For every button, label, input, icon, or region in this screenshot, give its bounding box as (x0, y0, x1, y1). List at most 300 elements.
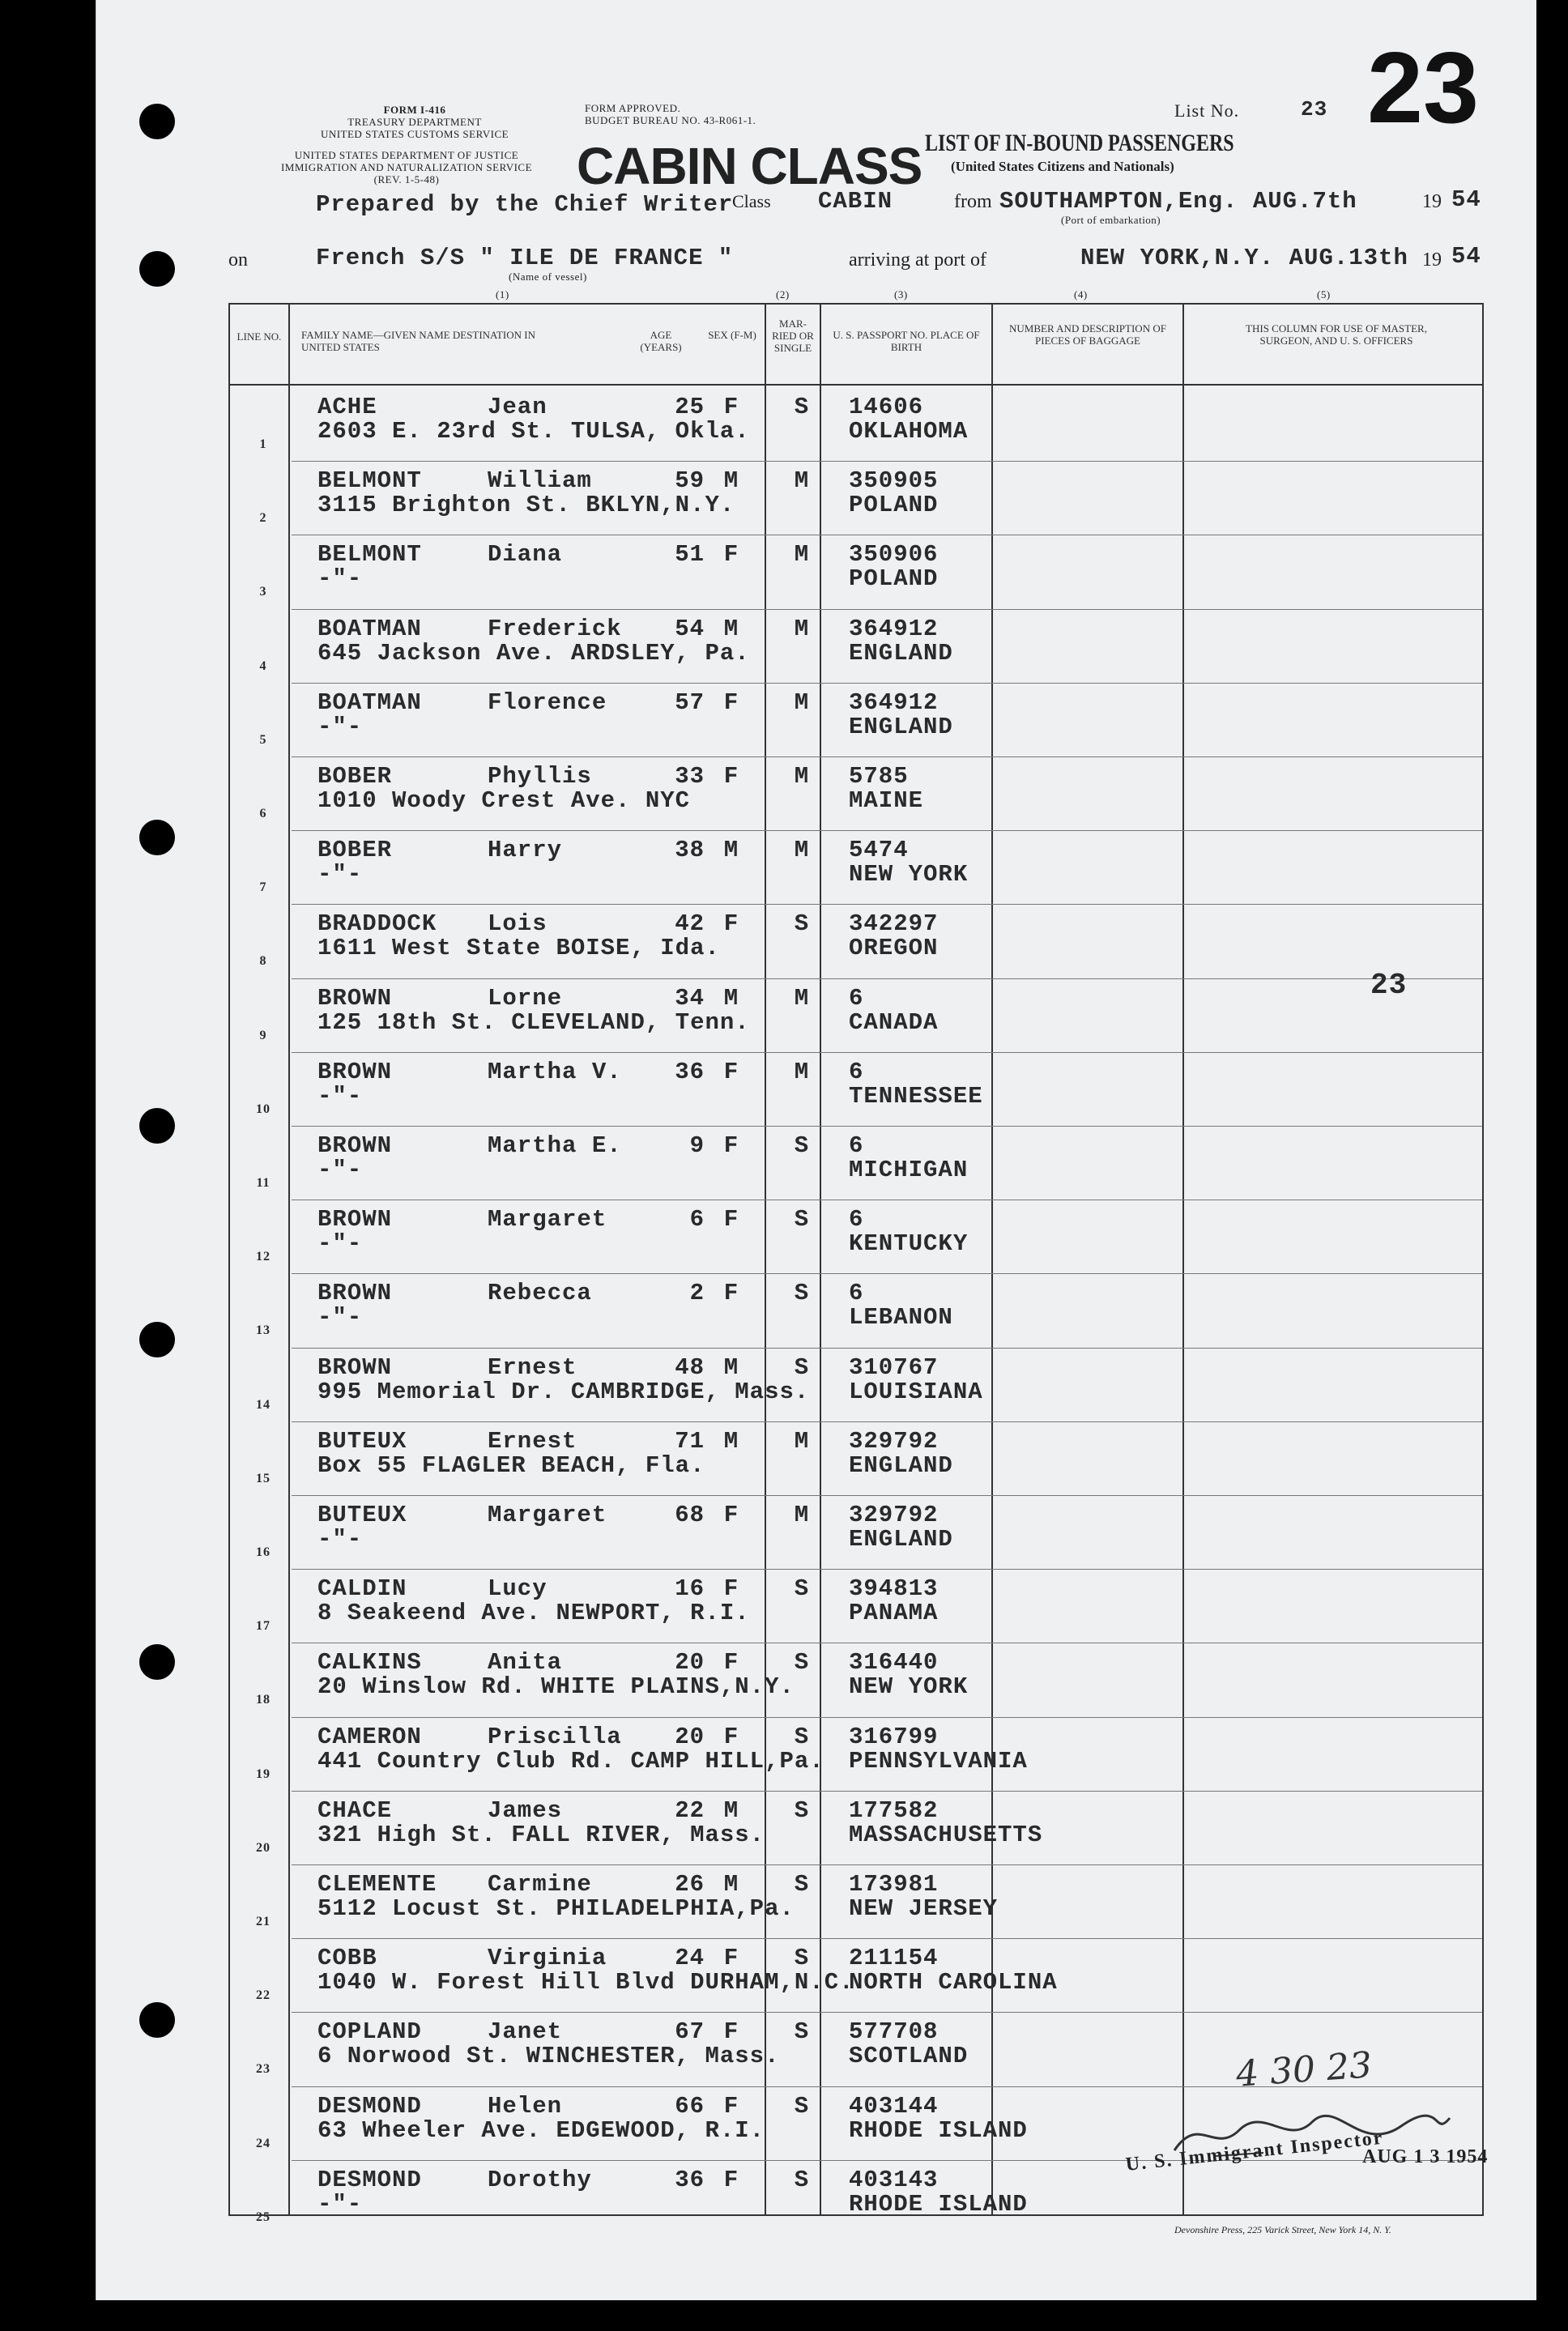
marital-status: S (794, 1280, 810, 1307)
destination-address: -"- (317, 1082, 363, 1110)
header-married: MAR-RIED OR SINGLE (772, 317, 814, 354)
marital-status: M (794, 467, 810, 495)
line-number: 19 (256, 1766, 271, 1781)
customs-label: UNITED STATES CUSTOMS SERVICE (320, 128, 509, 140)
sex-value: M (723, 1871, 739, 1898)
given-name: Janet (488, 2018, 563, 2046)
line-number: 12 (256, 1250, 271, 1264)
binder-hole (139, 251, 175, 287)
family-name: DESMOND (317, 2166, 422, 2193)
header-officers: THIS COLUMN FOR USE OF MASTER, SURGEON, AND U. S. OFFICERS (1246, 322, 1427, 347)
given-name: Lorne (488, 984, 563, 1012)
row-divider (292, 1052, 1482, 1053)
given-name: Carmine (488, 1871, 592, 1898)
passenger-row (227, 832, 1474, 906)
family-name: BRADDOCK (317, 910, 437, 938)
passenger-row (227, 1866, 1474, 1941)
line-number: 9 (259, 1028, 267, 1042)
sex-value: F (723, 2166, 739, 2193)
binder-hole (139, 1108, 175, 1144)
place-of-birth: ENGLAND (849, 1526, 953, 1553)
family-name: BROWN (317, 1206, 393, 1234)
line-number: 21 (256, 1915, 271, 1928)
destination-address: 5112 Locust St. PHILADELPHIA,Pa. (317, 1895, 795, 1922)
marital-status: M (794, 1427, 810, 1455)
family-name: BELMONT (317, 467, 422, 495)
sex-value: F (723, 1575, 739, 1603)
sex-value: F (723, 1649, 739, 1677)
family-name: COBB (317, 1945, 377, 1972)
line-number: 14 (256, 1397, 271, 1412)
passport-number: 342297 (849, 910, 939, 938)
age-value: 51 (675, 541, 705, 569)
passport-number: 329792 (849, 1502, 939, 1528)
passenger-row (227, 684, 1474, 759)
marital-status: S (794, 1575, 810, 1603)
place-of-birth: RHODE ISLAND (849, 2116, 1028, 2144)
destination-address: 645 Jackson Ave. ARDSLEY, Pa. (317, 639, 750, 667)
header-age: AGE (YEARS) (640, 329, 682, 353)
row-divider (292, 1495, 1482, 1496)
printer-credit: Devonshire Press, 225 Varick Street, New York 14, N. Y. (1174, 2224, 1391, 2235)
row-divider (292, 1864, 1482, 1865)
sex-value: M (723, 1796, 739, 1824)
sex-value: M (723, 467, 739, 495)
age-value: 66 (675, 2092, 705, 2120)
given-name: Harry (488, 837, 563, 864)
table-top-border (228, 303, 1482, 305)
from-year-prefix: 19 (1422, 191, 1442, 212)
row-divider (292, 756, 1482, 757)
row-divider (292, 830, 1482, 831)
place-of-birth: PANAMA (849, 1600, 939, 1627)
marital-status: S (794, 1649, 810, 1677)
passenger-row (227, 1497, 1474, 1571)
age-value: 59 (675, 467, 705, 495)
line-number: 20 (256, 1840, 271, 1855)
place-of-birth: OKLAHOMA (849, 418, 969, 445)
family-name: CAMERON (317, 1723, 422, 1750)
age-value: 22 (675, 1796, 705, 1824)
place-of-birth: SCOTLAND (849, 2043, 969, 2070)
row-divider (292, 904, 1482, 905)
family-name: BOATMAN (317, 615, 422, 642)
passport-number: 310767 (849, 1353, 939, 1381)
place-of-birth: LEBANON (849, 1304, 953, 1332)
list-no-value: 23 (1301, 97, 1328, 121)
list-no-label: List No. (1174, 100, 1240, 121)
marital-status: S (794, 1945, 810, 1972)
row-divider (292, 1717, 1482, 1718)
age-value: 57 (675, 688, 705, 716)
col-number-4: (4) (1074, 288, 1088, 300)
given-name: Anita (488, 1649, 563, 1677)
officer-column-number: 23 (1370, 969, 1408, 1002)
family-name: COPLAND (317, 2018, 422, 2046)
age-value: 24 (675, 1945, 705, 1972)
passport-number: 14606 (849, 394, 924, 420)
given-name: Diana (488, 541, 563, 569)
place-of-birth: OREGON (849, 935, 939, 962)
family-name: CHACE (317, 1796, 393, 1824)
family-name: BOBER (317, 837, 393, 864)
given-name: Phyllis (488, 763, 592, 790)
passenger-row (227, 462, 1474, 537)
header-name: FAMILY NAME—GIVEN NAME DESTINATION IN UNITED STATES (301, 329, 536, 353)
sex-value: F (723, 1280, 739, 1307)
passport-number: 403144 (849, 2092, 939, 2120)
place-of-birth: MASSACHUSETTS (849, 1821, 1043, 1848)
passport-number: 6 (849, 1132, 864, 1159)
family-name: CLEMENTE (317, 1871, 437, 1898)
destination-address: 1040 W. Forest Hill Blvd DURHAM,N.C. (317, 1969, 854, 1996)
destination-address: 8 Seakeend Ave. NEWPORT, R.I. (317, 1600, 750, 1627)
passenger-row (227, 1792, 1474, 1867)
col-number-1: (1) (496, 288, 509, 300)
prepared-by: Prepared by the Chief Writer (316, 191, 734, 218)
row-divider (292, 1791, 1482, 1792)
passport-number: 173981 (849, 1871, 939, 1898)
header-bottom-border (228, 384, 1482, 386)
destination-address: 2603 E. 23rd St. TULSA, Okla. (317, 418, 750, 445)
age-value: 34 (675, 984, 705, 1012)
age-value: 16 (675, 1575, 705, 1603)
from-year: 54 (1451, 186, 1481, 213)
cabin-class-stamp: CABIN CLASS (577, 137, 922, 195)
from-label: from (954, 191, 992, 212)
place-of-birth: PENNSYLVANIA (849, 1747, 1028, 1775)
given-name: Ernest (488, 1427, 577, 1455)
place-of-birth: NORTH CAROLINA (849, 1969, 1058, 1996)
age-value: 36 (675, 1058, 705, 1085)
age-value: 38 (675, 837, 705, 864)
line-number: 7 (259, 880, 267, 895)
family-name: BROWN (317, 1132, 393, 1159)
passport-number: 316440 (849, 1649, 939, 1677)
marital-status: S (794, 2092, 810, 2120)
age-value: 42 (675, 910, 705, 938)
place-of-birth: ENGLAND (849, 1451, 953, 1479)
line-number: 15 (256, 1471, 271, 1485)
approved-label: FORM APPROVED. (585, 102, 681, 114)
passport-number: 350905 (849, 467, 939, 495)
place-of-birth: MAINE (849, 787, 924, 814)
destination-address: 1010 Woody Crest Ave. NYC (317, 787, 691, 814)
destination-address: 63 Wheeler Ave. EDGEWOOD, R.I. (317, 2116, 765, 2144)
family-name: BUTEUX (317, 1502, 407, 1528)
sex-value: F (723, 1502, 739, 1528)
passport-number: 403143 (849, 2166, 939, 2193)
given-name: Virginia (488, 1945, 607, 1972)
treasury-label: TREASURY DEPARTMENT (347, 116, 482, 128)
given-name: James (488, 1796, 563, 1824)
line-number: 24 (256, 2136, 271, 2150)
class-value: CABIN (818, 188, 893, 215)
age-value: 6 (689, 1206, 705, 1234)
age-value: 26 (675, 1871, 705, 1898)
passenger-row (227, 758, 1474, 833)
col-number-2: (2) (776, 288, 790, 300)
sex-value: M (723, 1427, 739, 1455)
passenger-row (227, 1201, 1474, 1276)
row-divider (292, 683, 1482, 684)
passport-number: 316799 (849, 1723, 939, 1750)
given-name: Priscilla (488, 1723, 622, 1750)
marital-status: M (794, 763, 810, 790)
col-number-3: (3) (894, 288, 908, 300)
class-label: Class (732, 191, 771, 211)
destination-address: 995 Memorial Dr. CAMBRIDGE, Mass. (317, 1378, 810, 1405)
header-line-no: LINE NO. (236, 330, 282, 343)
given-name: Frederick (488, 615, 622, 642)
row-divider (292, 1569, 1482, 1570)
sex-value: F (723, 1058, 739, 1085)
passenger-row (227, 1570, 1474, 1645)
passenger-row (227, 1644, 1474, 1719)
passenger-row (227, 1127, 1474, 1202)
given-name: Martha E. (488, 1132, 622, 1159)
sex-value: F (723, 763, 739, 790)
marital-status: S (794, 1206, 810, 1234)
row-divider (292, 2012, 1482, 2013)
passport-number: 177582 (849, 1796, 939, 1824)
line-number: 4 (259, 658, 267, 673)
destination-address: -"- (317, 861, 363, 889)
list-subtitle: (United States Citizens and Nationals) (951, 159, 1174, 174)
table-right-border (1482, 303, 1484, 2216)
passenger-row (227, 1719, 1474, 1793)
sex-value: F (723, 1945, 739, 1972)
destination-address: -"- (317, 2190, 363, 2218)
age-value: 33 (675, 763, 705, 790)
place-of-birth: ENGLAND (849, 639, 953, 667)
from-value: SOUTHAMPTON,Eng. AUG.7th (999, 188, 1357, 215)
sex-value: F (723, 910, 739, 938)
passport-number: 6 (849, 1058, 864, 1085)
given-name: Ernest (488, 1353, 577, 1381)
marital-status: M (794, 1502, 810, 1528)
age-value: 2 (689, 1280, 705, 1307)
ins-label: IMMIGRATION AND NATURALIZATION SERVICE (280, 161, 533, 173)
passenger-row (227, 1054, 1474, 1128)
passport-number: 5785 (849, 763, 909, 790)
arrival-port: NEW YORK,N.Y. AUG.13th (1080, 245, 1408, 271)
line-number: 13 (256, 1323, 271, 1338)
family-name: CALKINS (317, 1649, 422, 1677)
form-number: FORM I-416 (383, 104, 446, 116)
passenger-row (227, 1940, 1474, 2014)
col-number-5: (5) (1317, 288, 1331, 300)
header-sex: SEX (F-M) (708, 329, 756, 341)
passport-number: 6 (849, 984, 864, 1012)
place-of-birth: RHODE ISLAND (849, 2190, 1028, 2218)
line-number: 2 (259, 511, 267, 526)
age-value: 54 (675, 615, 705, 642)
destination-address: 321 High St. FALL RIVER, Mass. (317, 1821, 765, 1848)
passenger-row (227, 389, 1474, 463)
passenger-row (227, 1349, 1474, 1424)
sex-value: F (723, 688, 739, 716)
arriving-label: arriving at port of (849, 249, 986, 271)
passenger-row (227, 1275, 1474, 1349)
age-value: 9 (689, 1132, 705, 1159)
handwritten-count: 4 30 23 (1234, 2044, 1374, 2095)
place-of-birth: NEW YORK (849, 1673, 969, 1701)
destination-address: 3115 Brighton St. BKLYN,N.Y. (317, 492, 735, 519)
place-of-birth: NEW YORK (849, 861, 969, 889)
marital-status: M (794, 541, 810, 569)
family-name: BROWN (317, 1280, 393, 1307)
destination-address: -"- (317, 1230, 363, 1258)
line-number: 1 (259, 437, 267, 451)
binder-hole (139, 1644, 175, 1680)
age-value: 71 (675, 1427, 705, 1455)
place-of-birth: LOUISIANA (849, 1378, 983, 1405)
given-name: Lois (488, 910, 548, 938)
vessel-caption: (Name of vessel) (509, 271, 587, 283)
passport-number: 364912 (849, 615, 939, 642)
on-label: on (228, 249, 248, 271)
given-name: Martha V. (488, 1058, 622, 1085)
sex-value: F (723, 1723, 739, 1750)
destination-address: 125 18th St. CLEVELAND, Tenn. (317, 1008, 750, 1036)
place-of-birth: MICHIGAN (849, 1157, 969, 1183)
justice-label: UNITED STATES DEPARTMENT OF JUSTICE (294, 149, 519, 161)
given-name: Margaret (488, 1502, 607, 1528)
marital-status: M (794, 615, 810, 642)
destination-address: -"- (317, 713, 363, 740)
row-divider (292, 1273, 1482, 1274)
sex-value: M (723, 837, 739, 864)
line-number: 5 (259, 732, 267, 747)
binder-hole (139, 2002, 175, 2038)
passport-number: 211154 (849, 1945, 939, 1972)
family-name: BUTEUX (317, 1427, 407, 1455)
list-title: LIST OF IN-BOUND PASSENGERS (925, 130, 1234, 156)
marital-status: S (794, 1723, 810, 1750)
line-number: 10 (256, 1102, 271, 1116)
line-number: 3 (259, 585, 267, 599)
approval-block (585, 102, 844, 126)
given-name: Jean (488, 394, 548, 420)
age-value: 67 (675, 2018, 705, 2046)
sex-value: F (723, 2018, 739, 2046)
destination-address: -"- (317, 565, 363, 593)
sex-value: F (723, 1132, 739, 1159)
arrival-year: 54 (1451, 243, 1481, 270)
given-name: Florence (488, 688, 607, 716)
age-value: 68 (675, 1502, 705, 1528)
row-divider (292, 1348, 1482, 1349)
place-of-birth: POLAND (849, 492, 939, 519)
destination-address: -"- (317, 1526, 363, 1553)
sex-value: F (723, 541, 739, 569)
destination-address: 20 Winslow Rd. WHITE PLAINS,N.Y. (317, 1673, 795, 1701)
passenger-row (227, 906, 1474, 980)
marital-status: S (794, 1132, 810, 1159)
inspector-stamp: U. S. Immigrant Inspector (1124, 2127, 1385, 2175)
passenger-row (227, 611, 1474, 685)
passport-number: 364912 (849, 688, 939, 716)
binder-hole (139, 1322, 175, 1357)
passport-number: 329792 (849, 1427, 939, 1455)
place-of-birth: ENGLAND (849, 713, 953, 740)
port-embark-caption: (Port of embarkation) (1061, 214, 1161, 226)
header-passport: U. S. PASSPORT NO. PLACE OF BIRTH (833, 329, 980, 353)
place-of-birth: CANADA (849, 1008, 939, 1036)
line-number: 8 (259, 954, 267, 969)
line-number: 17 (256, 1619, 271, 1634)
passport-number: 5474 (849, 837, 909, 864)
form-agency-block (293, 104, 536, 140)
age-value: 20 (675, 1649, 705, 1677)
stamp-date: AUG 1 3 1954 (1362, 2146, 1489, 2167)
line-number: 25 (256, 2210, 271, 2224)
destination-address: 441 Country Club Rd. CAMP HILL,Pa. (317, 1747, 824, 1775)
passenger-row (227, 1423, 1474, 1498)
marital-status: M (794, 1058, 810, 1085)
place-of-birth: POLAND (849, 565, 939, 593)
row-divider (292, 609, 1482, 610)
given-name: William (488, 467, 592, 495)
given-name: Helen (488, 2092, 563, 2120)
binder-hole (139, 820, 175, 855)
budget-label: BUDGET BUREAU NO. 43-R061-1. (585, 114, 756, 126)
passport-number: 6 (849, 1206, 864, 1234)
marital-status: M (794, 837, 810, 864)
passport-number: 6 (849, 1280, 864, 1307)
age-value: 20 (675, 1723, 705, 1750)
marital-status: M (794, 688, 810, 716)
sex-value: M (723, 984, 739, 1012)
marital-status: M (794, 984, 810, 1012)
marital-status: S (794, 910, 810, 938)
age-value: 36 (675, 2166, 705, 2193)
family-name: BROWN (317, 984, 393, 1012)
sex-value: F (723, 394, 739, 420)
justice-block (228, 149, 585, 185)
given-name: Lucy (488, 1575, 548, 1603)
row-divider (292, 978, 1482, 979)
row-divider (292, 461, 1482, 462)
passenger-row (227, 980, 1474, 1055)
passenger-row (227, 536, 1474, 611)
family-name: ACHE (317, 394, 377, 420)
line-number: 6 (259, 807, 267, 820)
rev-label: (REV. 1-5-48) (373, 173, 440, 185)
line-number: 22 (256, 1988, 271, 2003)
given-name: Margaret (488, 1206, 607, 1234)
place-of-birth: KENTUCKY (849, 1230, 969, 1258)
family-name: CALDIN (317, 1575, 407, 1603)
destination-address: 1611 West State BOISE, Ida. (317, 935, 720, 962)
place-of-birth: TENNESSEE (849, 1082, 983, 1110)
row-divider (292, 1421, 1482, 1422)
line-number: 18 (256, 1693, 271, 1707)
marital-status: S (794, 1796, 810, 1824)
age-value: 48 (675, 1353, 705, 1381)
line-number: 11 (256, 1176, 271, 1190)
passport-number: 394813 (849, 1575, 939, 1603)
passport-number: 350906 (849, 541, 939, 569)
destination-address: 6 Norwood St. WINCHESTER, Mass. (317, 2043, 780, 2070)
destination-address: -"- (317, 1304, 363, 1332)
big-list-number: 23 (1367, 32, 1479, 144)
family-name: BROWN (317, 1353, 393, 1381)
vessel-name: French S/S " ILE DE FRANCE " (316, 245, 734, 271)
family-name: BOBER (317, 763, 393, 790)
marital-status: S (794, 2166, 810, 2193)
